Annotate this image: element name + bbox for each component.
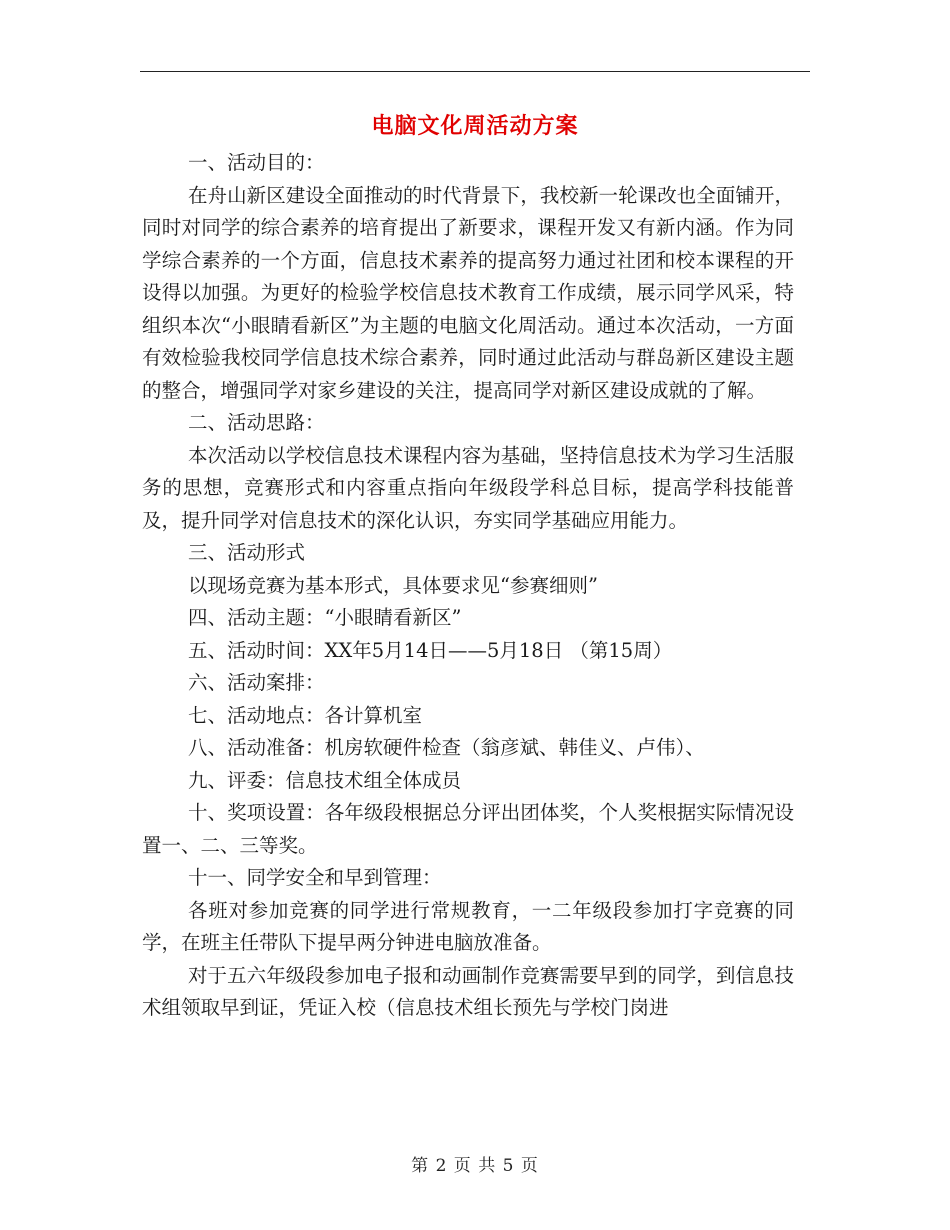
paragraph-6: 以现场竞赛为基本形式，具体要求见“参赛细则” (188, 573, 598, 597)
paragraph-1: 一、活动目的： (188, 151, 325, 174)
paragraph-8: 五、活动时间：XX年5月14日——5月18日 （第15周） (188, 638, 673, 662)
paragraph-15: 各班对参加竞赛的同学进行常规教育，一二年级段参加打字竞赛的同学，在班主任带队下提早两分钟进电脑放准备。 (142, 898, 794, 954)
page-footer: 第 2 页 共 5 页 (411, 1156, 539, 1176)
paragraph-11: 八、活动准备：机房软硬件检查（翁彦斌、韩佳义、卢伟）、 (188, 736, 705, 759)
document-body (142, 147, 794, 1025)
paragraph-10: 七、活动地点：各计算机室 (188, 703, 423, 727)
paragraph-9: 六、活动案排： (188, 671, 325, 694)
document-title: 电脑文化周活动方案 (371, 113, 579, 139)
paragraph-16: 对于五六年级段参加电子报和动画制作竞赛需要早到的同学，到信息技术组领取早到证，凭证入校（信息技术组长预先与学校门岗进 (142, 963, 794, 1019)
paragraph-12: 九、评委：信息技术组全体成员 (188, 768, 462, 792)
header-rule (140, 71, 810, 72)
paragraph-5: 三、活动形式 (188, 541, 306, 564)
paragraph-13: 十、奖项设置：各年级段根据总分评出团体奖，个人奖根据实际情况设置一、二、三等奖。 (142, 801, 794, 857)
paragraph-14: 十一、同学安全和早到管理： (188, 866, 442, 889)
paragraph-4: 本次活动以学校信息技术课程内容为基础，坚持信息技术为学习生活服务的思想，竞赛形式和内容重点指向年级段学科总目标，提高学科技能普及，提升同学对信息技术的深化认识，夯实同学基础应用能力。 (142, 443, 794, 532)
paragraph-2: 在舟山新区建设全面推动的时代背景下，我校新一轮课改也全面铺开，同时对同学的综合素养的培育提出了新要求，课程开发又有新内涵。作为同学综合素养的一个方面，信息技术素养的提高努力通过社团和校本课程的开设得以加强。为更好的检验学校信息技术教育工作成绩，展示同学风采，特组织本次“小眼睛看新区”为主题的电脑文化周活动。通过本次活动，一方面有效检验我校同学信息技术综合素养，同时通过此活动与群岛新区建设主题的整合，增强同学对家乡建设的关注，提高同学对新区建设成就的了解。 (142, 183, 794, 402)
paragraph-7: 四、活动主题：“小眼睛看新区” (188, 606, 462, 629)
paragraph-3: 二、活动思路： (188, 411, 325, 434)
